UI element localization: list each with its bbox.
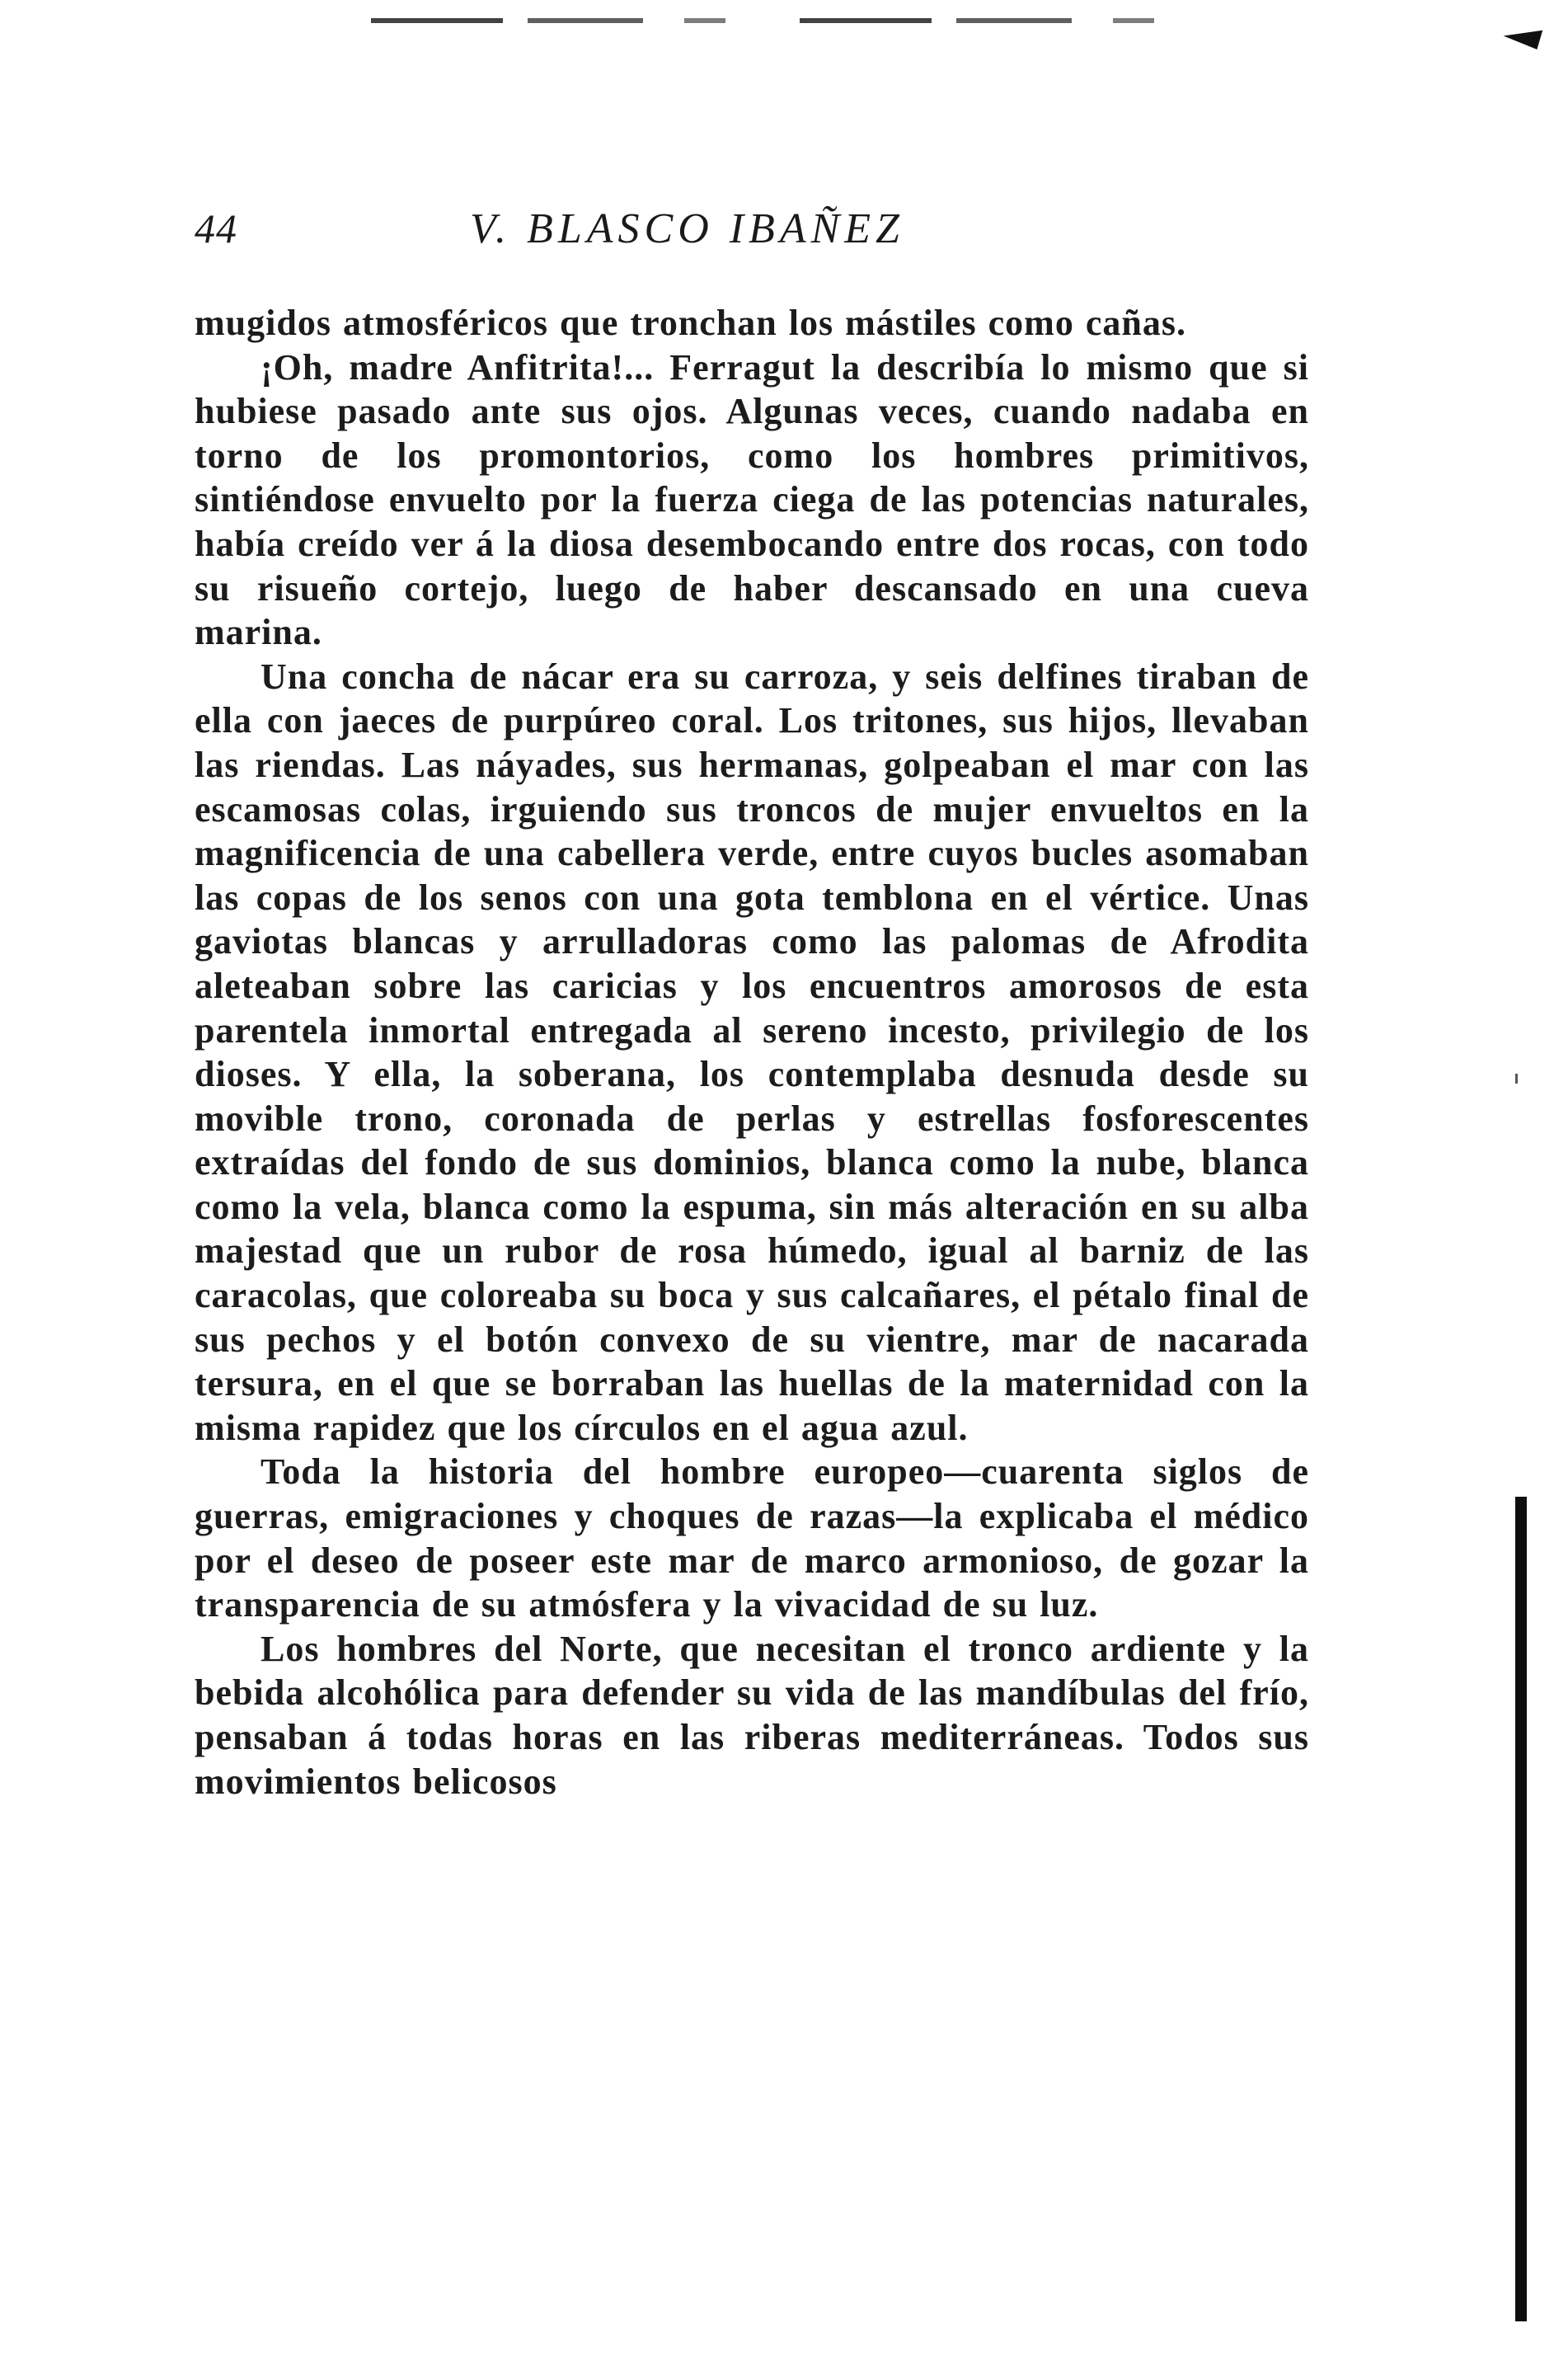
scan-artifact-corner-mark [1504, 31, 1546, 54]
paragraph: Los hombres del Norte, que necesitan el tronco ardiente y la bebida alcohólica para defender su vida de las mandíbulas del frío, pensaban á todas horas en las riberas mediterráneas. Todos sus movimientos belicosos [195, 1628, 1309, 1802]
paragraph: ¡Oh, madre Anfitrita!... Ferragut la describía lo mismo que si hubiese pasado ante sus ojos. Algunas veces, cuando nadaba en torno de los promontorios, como los hombres primitivos, sintiéndose envuelto por la fuerza ciega de las potencias naturales, había creído ver á la diosa desembocando entre dos rocas, con todo su risueño cortejo, luego de haber descansado en una cueva marina. [195, 346, 1309, 653]
page-header [195, 205, 1307, 270]
paragraph: Toda la historia del hombre europeo—cuarenta siglos de guerras, emigraciones y choques de razas—la explicaba el médico por el deseo de poseer este mar de marco armonioso, de gozar la transparencia de su atmósfera y la vivacidad de su luz. [195, 1451, 1309, 1625]
body-text [195, 301, 1309, 1803]
scan-artifact-speck [1515, 1074, 1518, 1084]
paragraph: Una concha de nácar era su carroza, y seis delfines tiraban de ella con jaeces de purpúreo coral. Los tritones, sus hijos, llevaban las riendas. Las náyades, sus hermanas, golpeaban el mar con las escamosas colas, irguiendo sus troncos de mujer envueltos en la magnificencia de una cabellera verde, entre cuyos bucles asomaban las copas de los senos con una gota temblona en el vértice. Unas gaviotas blancas y arrulladoras como las palomas de Afrodita aleteaban sobre las caricias y los encuentros amorosos de esta parentela inmortal entregada al sereno incesto, privilegio de los dioses. Y ella, la soberana, los contemplaba desnuda desde su movible trono, coronada de perlas y estrellas fosforescentes extraídas del fondo de sus dominios, blanca como la nube, blanca como la vela, blanca como la espuma, sin más alteración en su alba majestad que un rubor de rosa húmedo, igual al barniz de las caracolas, que coloreaba su boca y sus calcañares, el pétalo final de sus pechos y el botón convexo de su vientre, mar de nacarada tersura, en el que se borraban las huellas de la maternidad con la misma rapidez que los círculos en el agua azul. [195, 656, 1309, 1448]
scan-artifact-right-bar [1515, 1497, 1527, 2321]
page-number: 44 [195, 205, 237, 252]
scan-artifact-top-line [371, 18, 1195, 23]
running-head: V. BLASCO IBAÑEZ [470, 205, 904, 252]
paragraph: mugidos atmosféricos que tronchan los mástiles como cañas. [195, 303, 1186, 343]
